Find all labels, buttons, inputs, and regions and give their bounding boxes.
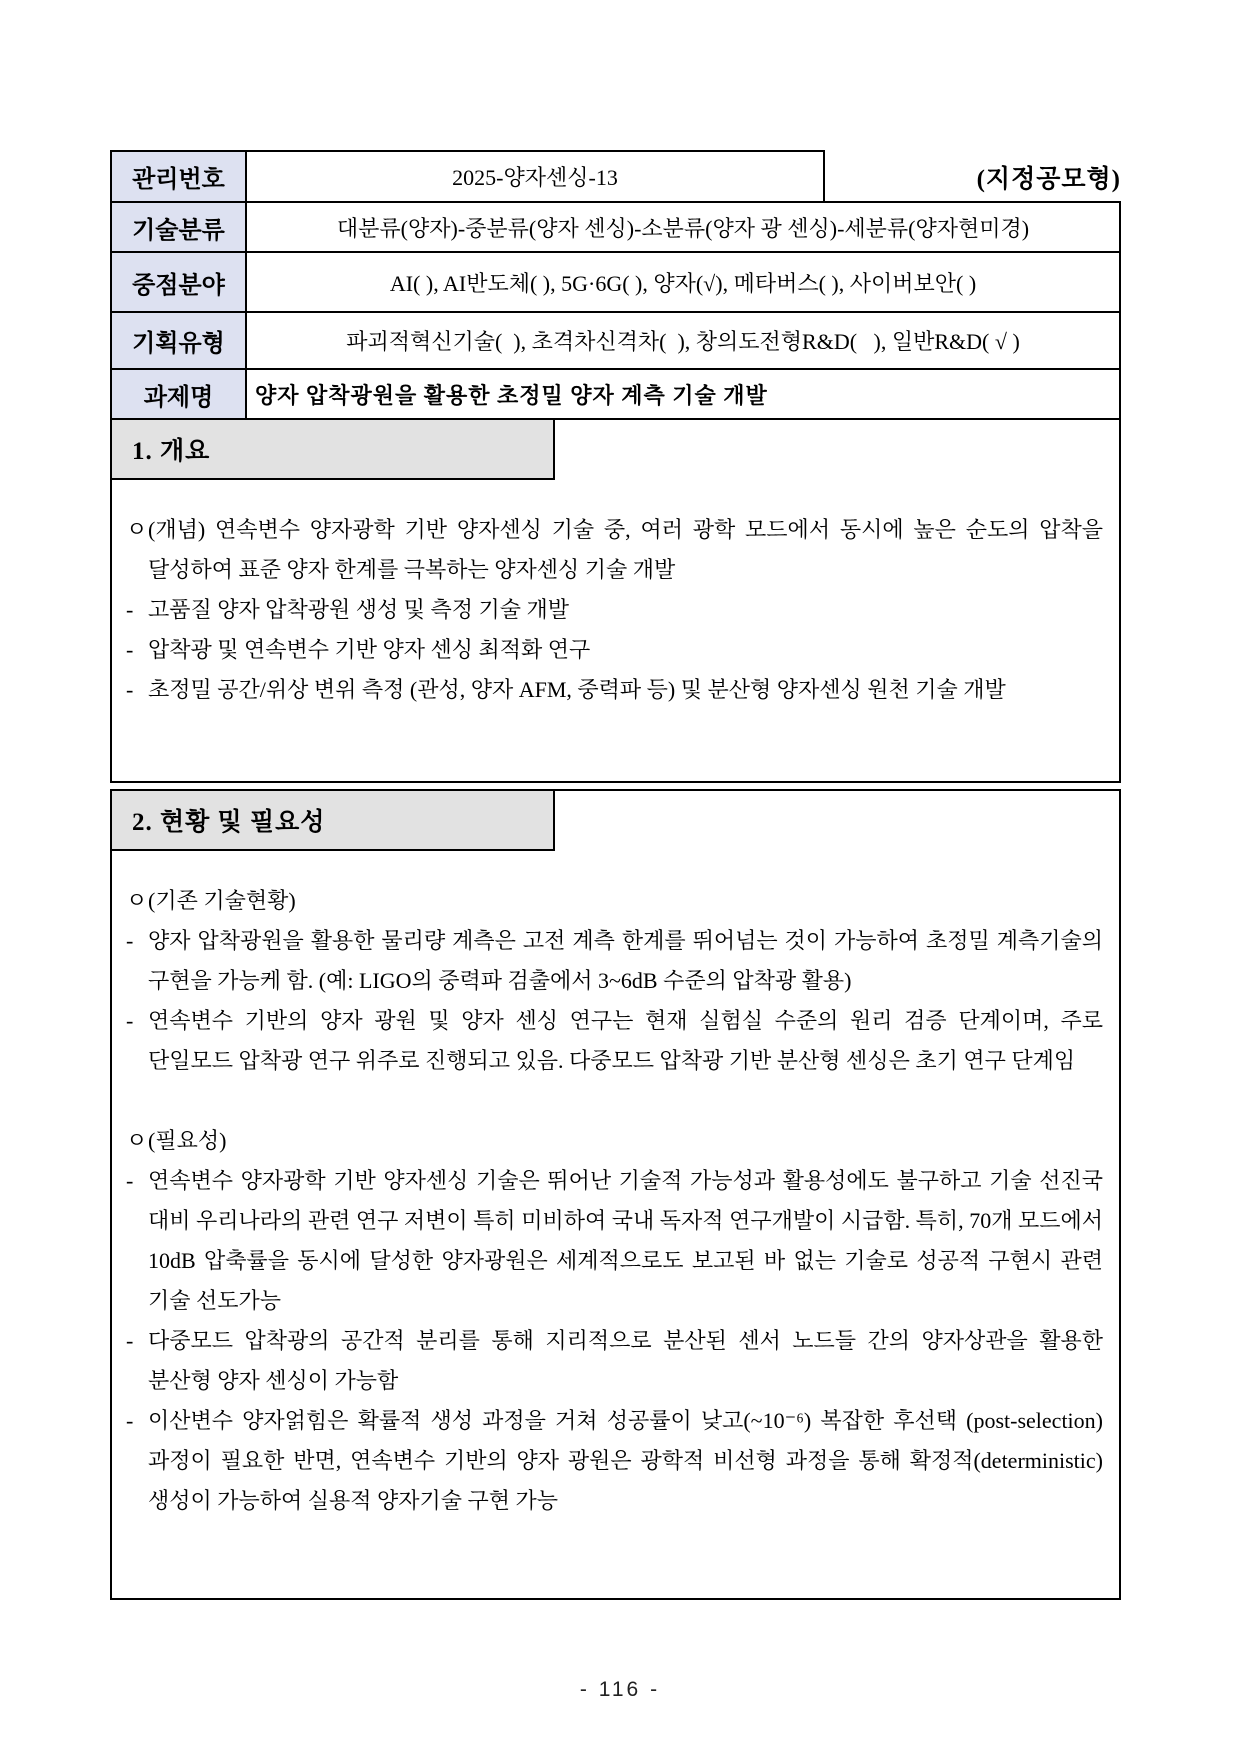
tech-class-label: 기술분류 — [111, 202, 246, 252]
table-row-planning-type — [111, 312, 1120, 369]
overview-item-text: 압착광 및 연속변수 기반 양자 센싱 최적화 연구 — [148, 637, 591, 662]
table-row-tech-class — [111, 202, 1120, 252]
dash-marker: - — [126, 1328, 134, 1353]
status-item — [120, 921, 1103, 1001]
overview-item-text: (개념) 연속변수 양자광학 기반 양자센싱 기술 중, 여러 광학 모드에서 동시에 높은 순도의 압착을 달성하여 표준 양자 한계를 극복하는 양자센싱 기술 개발 — [148, 517, 1103, 582]
dash-marker: - — [126, 637, 134, 662]
tech-class-value: 대분류(양자)-중분류(양자 센싱)-소분류(양자 광 센싱)-세분류(양자현미경) — [246, 202, 1120, 252]
management-number-label: 관리번호 — [112, 152, 247, 201]
section-status-necessity-body — [112, 851, 1119, 1551]
dash-marker: - — [126, 1008, 134, 1033]
project-title-value: 양자 압착광원을 활용한 초정밀 양자 계측 기술 개발 — [246, 369, 1120, 419]
overview-item — [120, 630, 1103, 670]
status-item-text: 연속변수 기반의 양자 광원 및 양자 센싱 연구는 현재 실험실 수준의 원리 검증 단계이며, 주로 단일모드 압착광 연구 위주로 진행되고 있음. 다중모드 압착광 기반 분산형 센싱은 초기 연구 단계임 — [148, 1008, 1103, 1073]
planning-type-label: 기획유형 — [111, 312, 246, 369]
section-overview-title: 1. 개요 — [110, 418, 555, 480]
management-number-box — [110, 150, 825, 203]
page-number: - 116 - — [579, 1678, 661, 1701]
status-item — [120, 1001, 1103, 1081]
bullet-marker: ㅇ — [126, 517, 148, 542]
section-overview-body — [112, 480, 1119, 740]
necessity-item-text: 다중모드 압착광의 공간적 분리를 통해 지리적으로 분산된 센서 노드들 간의 양자상관을 활용한 분산형 양자 센싱이 가능함 — [148, 1328, 1103, 1393]
table-row-project-title — [111, 369, 1120, 419]
bullet-marker: ㅇ — [126, 888, 148, 913]
dash-marker: - — [126, 677, 134, 702]
dash-marker: - — [126, 1168, 134, 1193]
status-item-text: (기존 기술현황) — [148, 888, 296, 913]
project-title-label: 과제명 — [111, 369, 246, 419]
planning-type-value: 파괴적혁신기술( ), 초격차신격차( ), 창의도전형R&D( ), 일반R&D( √ ) — [246, 312, 1120, 369]
necessity-item — [120, 1161, 1103, 1321]
management-number-row — [110, 150, 1121, 203]
necessity-item — [120, 1321, 1103, 1401]
section-status-necessity-title: 2. 현황 및 필요성 — [110, 789, 555, 851]
dash-marker: - — [126, 1408, 134, 1433]
bullet-marker: ㅇ — [126, 1128, 148, 1153]
section-overview — [110, 418, 1121, 783]
necessity-item — [120, 1121, 1103, 1161]
notice-type-label: (지정공모형) — [976, 165, 1121, 193]
status-item — [120, 881, 1103, 921]
dash-marker: - — [126, 928, 134, 953]
dash-marker: - — [126, 597, 134, 622]
overview-item-text: 고품질 양자 압착광원 생성 및 측정 기술 개발 — [148, 597, 570, 622]
necessity-item-text: 연속변수 양자광학 기반 양자센싱 기술은 뛰어난 기술적 가능성과 활용성에도 불구하고 기술 선진국 대비 우리나라의 관련 연구 저변이 특히 미비하여 국내 독자적 연구개발이 시급함. 특히, 70개 모드에서 10dB 압축률을 동시에 달성한 양자광원은 세계적으로도 보고된 바 없는 기술로 성공적 구현시 관련 기술 선도가능 — [148, 1168, 1103, 1313]
necessity-item-text: 이산변수 양자얽힘은 확률적 생성 과정을 거쳐 성공률이 낮고(~10⁻⁶) 복잡한 후선택 (post-selection) 과정이 필요한 반면, 연속변수 기반의 양자 광원은 광학적 비선형 과정을 통해 확정적(deterministic) 생성이 가능하여 실용적 양자기술 구현 가능 — [148, 1408, 1103, 1513]
focus-area-label: 중점분야 — [111, 252, 246, 312]
necessity-item — [120, 1401, 1103, 1521]
overview-item-text: 초정밀 공간/위상 변위 측정 (관성, 양자 AFM, 중력파 등) 및 분산형 양자센싱 원천 기술 개발 — [148, 677, 1006, 702]
overview-item — [120, 510, 1103, 590]
table-row-focus-area — [111, 252, 1120, 312]
overview-item — [120, 670, 1103, 710]
necessity-item-text: (필요성) — [148, 1128, 227, 1153]
status-item-text: 양자 압착광원을 활용한 물리량 계측은 고전 계측 한계를 뛰어넘는 것이 가능하여 초정밀 계측기술의 구현을 가능케 함. (예: LIGO의 중력파 검출에서 3~6dB 수준의 압착광 활용) — [148, 928, 1103, 993]
document-content — [110, 150, 1121, 1600]
overview-item — [120, 590, 1103, 630]
info-table — [110, 201, 1121, 420]
section-status-necessity — [110, 789, 1121, 1600]
management-number-value: 2025-양자센싱-13 — [452, 165, 618, 190]
focus-area-value: AI( ), AI반도체( ), 5G·6G( ), 양자(√), 메타버스( ), 사이버보안( ) — [246, 252, 1120, 312]
